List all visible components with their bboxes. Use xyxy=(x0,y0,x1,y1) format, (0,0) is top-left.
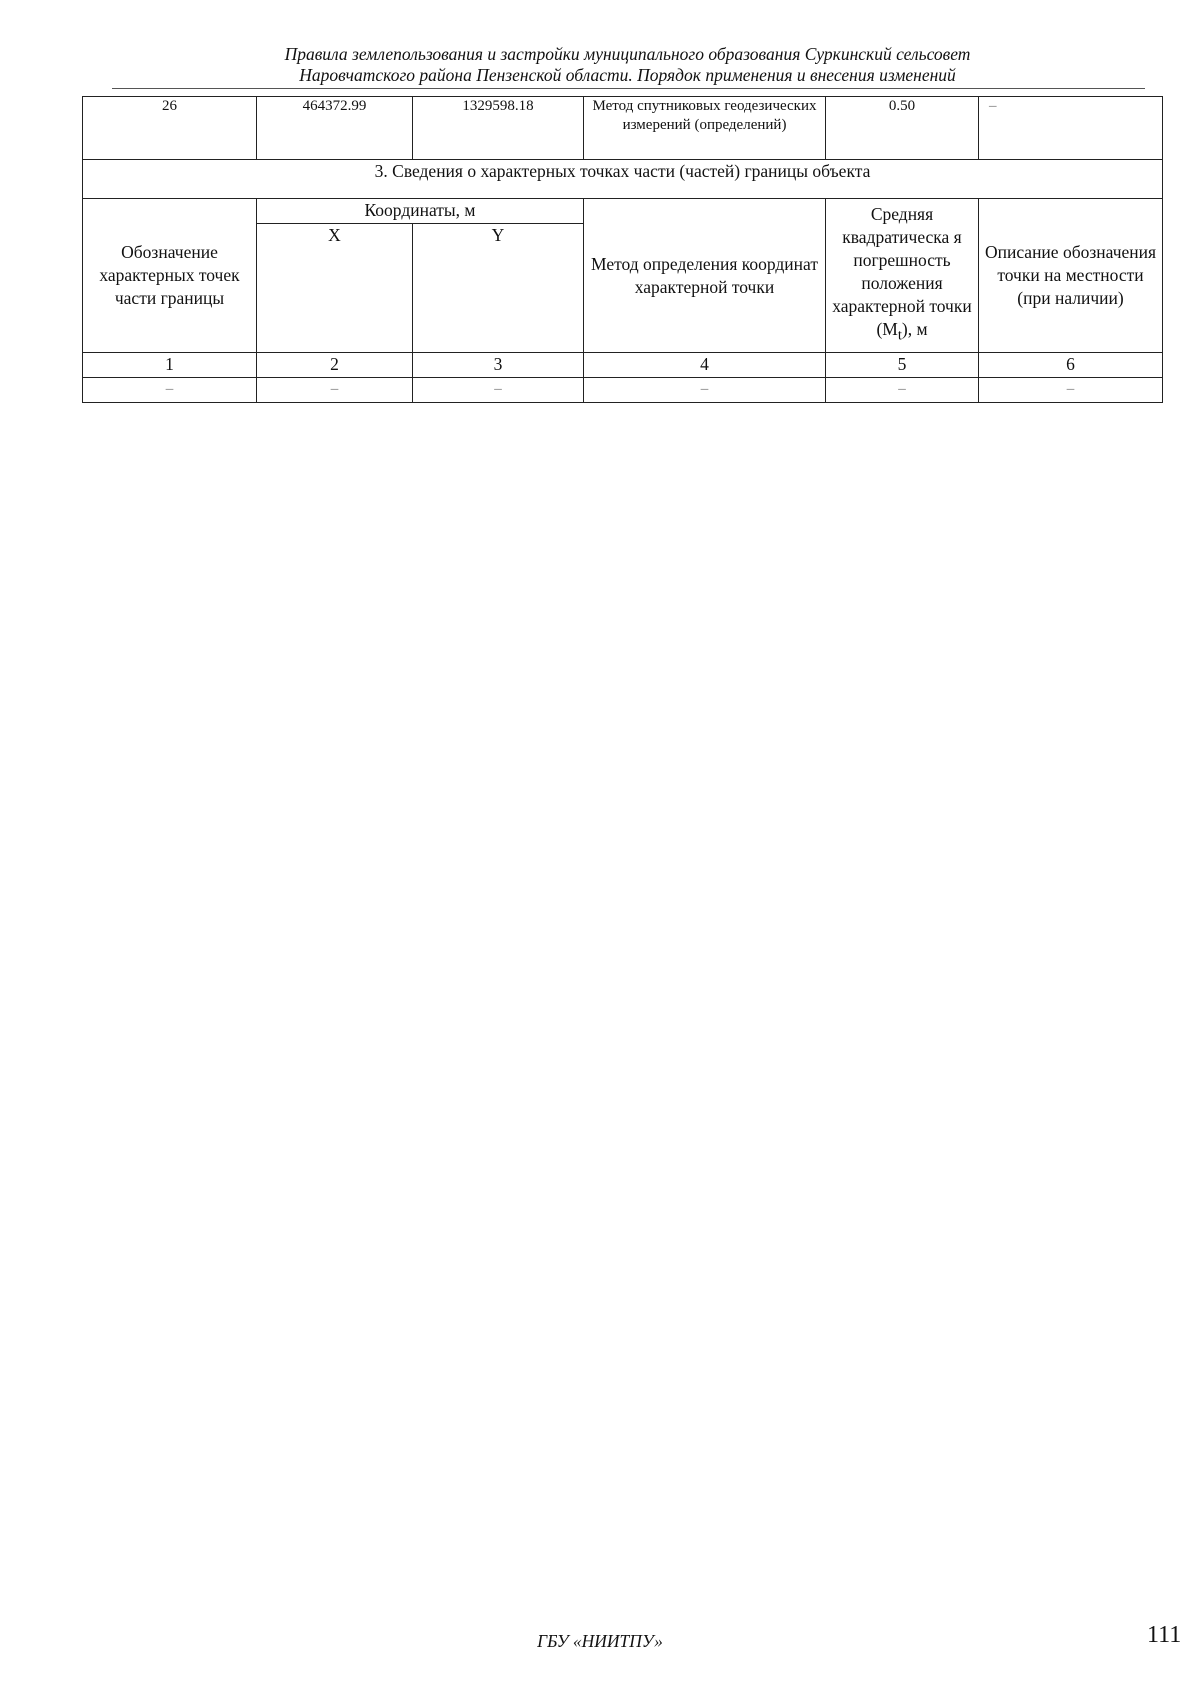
error-header xyxy=(826,199,979,353)
table-row xyxy=(83,97,1163,160)
coordinates-header: Координаты, м xyxy=(257,199,584,224)
method-cell: Метод спутниковых геодезических измерений (определений) xyxy=(584,97,826,160)
column-numbers-row xyxy=(83,353,1163,378)
footer-organization: ГБУ «НИИТПУ» xyxy=(537,1631,663,1651)
boundary-points-table xyxy=(82,96,1163,403)
method-header: Метод определения координат характерной точки xyxy=(584,199,826,353)
designation-header: Обозначение характерных точек части границы xyxy=(83,199,257,353)
point-number-cell: 26 xyxy=(83,97,257,160)
page-header xyxy=(110,44,1145,86)
empty-cell: – xyxy=(413,378,584,403)
x-header: X xyxy=(257,224,413,353)
section-title-row xyxy=(83,160,1163,199)
header-row-top xyxy=(83,199,1163,224)
empty-cell: – xyxy=(257,378,413,403)
header-line-1: Правила землепользования и застройки муниципального образования Суркинский сельсовет xyxy=(284,44,971,64)
y-coordinate-cell: 1329598.18 xyxy=(413,97,584,160)
column-number: 5 xyxy=(826,353,979,378)
column-number: 3 xyxy=(413,353,584,378)
error-header-unit: ), м xyxy=(901,319,928,340)
x-coordinate-cell: 464372.99 xyxy=(257,97,413,160)
y-header: Y xyxy=(413,224,584,353)
column-number: 6 xyxy=(979,353,1163,378)
error-header-text: Средняя квадратическа я погрешность положения характерной точки (M xyxy=(832,204,972,340)
description-header: Описание обозначения точки на местности (при наличии) xyxy=(979,199,1163,353)
column-number: 4 xyxy=(584,353,826,378)
error-header-subscript: t xyxy=(897,327,902,344)
header-line-2: Наровчатского района Пензенской области. Порядок применения и внесения изменений xyxy=(299,65,956,85)
error-cell: 0.50 xyxy=(826,97,979,160)
empty-cell: – xyxy=(584,378,826,403)
empty-cell: – xyxy=(826,378,979,403)
page-number: 111 xyxy=(1147,1622,1182,1648)
column-number: 1 xyxy=(83,353,257,378)
column-number: 2 xyxy=(257,353,413,378)
section-title: 3. Сведения о характерных точках части (частей) границы объекта xyxy=(83,160,1163,199)
empty-cell: – xyxy=(979,378,1163,403)
header-divider xyxy=(112,88,1145,89)
empty-cell: – xyxy=(83,378,257,403)
table-row xyxy=(83,378,1163,403)
description-cell: – xyxy=(979,97,1163,160)
